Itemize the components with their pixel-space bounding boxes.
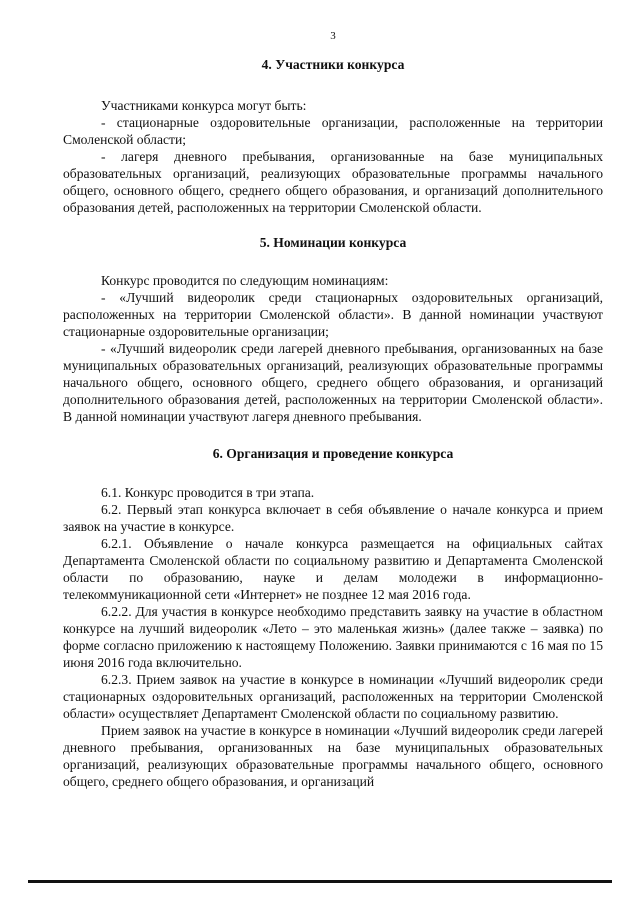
paragraph: 6.2. Первый этап конкурса включает в себя объявление о начале конкурса и прием заявок на участие в конкурсе. <box>63 502 603 534</box>
paragraph: - «Лучший видеоролик среди лагерей дневного пребывания, организованных на базе муниципальных образовательных организаций, реализующих образовательные программы начального общего, основного общего, среднего общего образования, и организаций дополнительного образования детей, расположенных на территории Смоленской области». В данной номинации участвуют лагеря дневного пребывания. <box>63 341 603 424</box>
section-4-title: 4. Участники конкурса <box>261 57 405 72</box>
paragraph: Прием заявок на участие в конкурсе в номинации «Лучший видеоролик среди лагерей дневного пребывания, организованных на базе муниципальных образовательных организаций, реализующих образовательные программы начального общего, основного общего, среднего общего образования, и организаций <box>63 723 603 789</box>
section-4-body <box>63 97 603 216</box>
section-5-title: 5. Номинации конкурса <box>259 235 407 250</box>
paragraph: 6.2.3. Прием заявок на участие в конкурсе в номинации «Лучший видеоролик среди стационарных оздоровительных организаций, расположенных на территории Смоленской области» осуществляет Департамент Смоленской области по социальному развитию. <box>63 672 603 721</box>
section-6-title: 6. Организация и проведение конкурса <box>212 446 454 461</box>
paragraph: - стационарные оздоровительные организации, расположенные на территории Смоленской области; <box>63 115 603 147</box>
paragraph: 6.2.1. Объявление о начале конкурса размещается на официальных сайтах Департамента Смоленской области по социальному развитию и Департамента Смоленской области по образованию, науке и делам молодежи в информационно-телекоммуникационной сети «Интернет» не позднее 12 мая 2016 года. <box>63 536 603 602</box>
paragraph: Конкурс проводится по следующим номинациям: <box>101 273 389 288</box>
document-page <box>63 0 603 790</box>
section-5-body <box>63 272 603 425</box>
paragraph: - «Лучший видеоролик среди стационарных оздоровительных организаций, расположенных на территории Смоленской области». В данной номинации участвуют стационарные оздоровительные организации; <box>63 290 603 339</box>
paragraph: 6.1. Конкурс проводится в три этапа. <box>101 485 315 500</box>
section-6-body <box>63 484 603 790</box>
paragraph: 6.2.2. Для участия в конкурсе необходимо представить заявку на участие в областном конкурсе на лучший видеоролик «Лето – это маленькая жизнь» (далее также – заявка) по форме согласно приложению к настоящему Положению. Заявки принимаются с 16 мая по 15 июня 2016 года включительно. <box>63 604 603 670</box>
page-number: 3 <box>330 30 336 42</box>
bottom-rule <box>28 880 612 883</box>
paragraph: - лагеря дневного пребывания, организованные на базе муниципальных образовательных организаций, реализующих образовательные программы начального общего, основного общего, среднего общего образования, и организаций дополнительного образования детей, расположенных на территории Смоленской области. <box>63 149 603 215</box>
paragraph: Участниками конкурса могут быть: <box>101 98 307 113</box>
